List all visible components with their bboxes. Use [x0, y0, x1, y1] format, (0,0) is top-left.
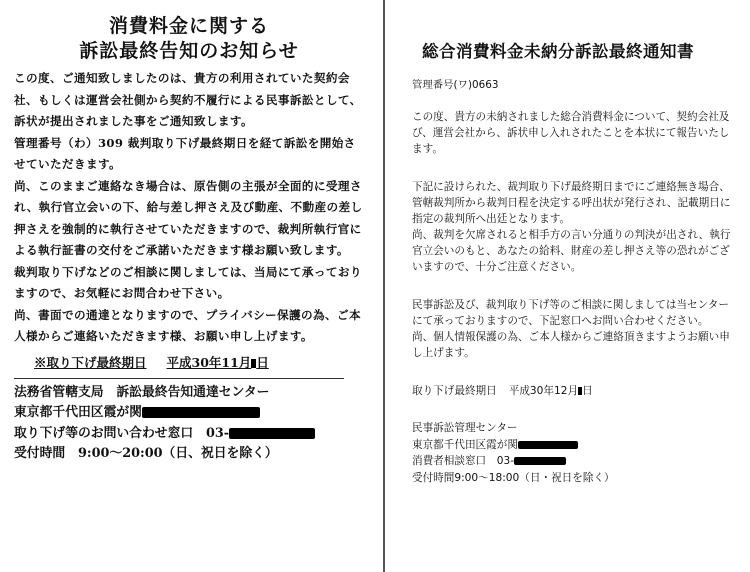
left-contact-address: 東京都千代田区霞が関 — [14, 403, 364, 424]
left-notice — [0, 0, 372, 572]
right-paragraph-2: 下記に設けられた、裁判取り下げ最終期日までにご連絡無き場合、管轄裁判所から裁判日程を決定する呼出状が発行され、記載期日に指定の裁判所へ出廷となります。 — [412, 181, 731, 225]
left-contact-hours: 受付時間 9:00～20:00（日、祝日を除く） — [14, 446, 278, 461]
redacted-phone — [229, 428, 315, 439]
left-paragraph-5: 尚、書面での通達となりますので、プライバシー保護の為、ご本人様からご連絡いただきます様、お願い申し上げます。 — [14, 307, 362, 343]
right-paragraph-4: 民事訴訟及び、裁判取り下げ等のご相談に関しましては当センターにて承っておりますので、下記窓口へお問い合わせください。 — [412, 299, 729, 327]
left-contact-org: 法務省管轄支局 訴訟最終告知通達センター — [14, 384, 270, 400]
right-deadline: 取り下げ最終期日 平成30年12月 日 — [412, 385, 593, 397]
left-deadline — [34, 352, 364, 374]
right-contact-block — [412, 420, 736, 486]
left-contact-block — [14, 383, 364, 465]
right-contact-hours: 受付時間9:00～18:00（日・祝日を除く） — [412, 471, 615, 484]
right-title: 総合消費料金未納分訴訟最終通知書 — [422, 42, 694, 61]
right-contact-phone: 消費者相談窓口 03- — [412, 453, 736, 470]
right-contact-address: 東京都千代田区霞が関 — [412, 437, 736, 454]
left-contact-phone: 取り下げ等のお問い合わせ窓口 03- — [14, 424, 364, 445]
left-title-line2: 訴訟最終告知のお知らせ — [79, 40, 299, 62]
left-paragraph-2: 管理番号（わ）309 裁判取り下げ最終期日を経て訴訟を開始させていただきます。 — [14, 135, 356, 171]
left-paragraph-4: 裁判取り下げなどのご相談に関しましては、当局にて承っておりますので、お気軽にお問合わせ下さい。 — [14, 264, 362, 300]
left-deadline-date: 平成30年11月 日 — [166, 354, 269, 370]
left-separator — [14, 378, 344, 379]
left-paragraph-3: 尚、このままご連絡なき場合は、原告側の主張が全面的に受理され、執行官立会いの下、給与差し押さえ及び動産、不動産の差し押さえを強制的に執行させていただきますので、裁判所執行官による執行証書の交付をご承諾いただきます様お願い致します。 — [14, 178, 363, 257]
redacted-phone — [514, 457, 566, 465]
right-paragraph-1: この度、貴方の未納されました総合消費料金について、契約会社及び、運営会社から、訴状申し入れされたことを本状にて報告いたします。 — [412, 111, 730, 155]
redacted-address — [518, 441, 578, 449]
right-contact-org: 民事訴訟管理センター — [412, 422, 518, 434]
redacted-address — [142, 407, 260, 418]
left-deadline-label: ※取り下げ最終期日 — [34, 354, 147, 370]
right-deadline-date: 平成30年12月 — [508, 385, 579, 397]
right-deadline-label: 取り下げ最終期日 — [412, 385, 497, 397]
right-management-number: 管理番号(ワ)0663 — [412, 79, 499, 91]
right-paragraph-5: 尚、個人情報保護の為、ご本人様からご連絡頂きますようお願い申し上げます。 — [412, 331, 730, 359]
left-title-line1: 消費料金に関する — [108, 15, 269, 37]
left-paragraph-1: この度、ご通知致しましたのは、貴方の利用されていた契約会社、もしくは運営会社側から契約不履行による民事訴訟として、訴状が提出されました事をご通知致します。 — [14, 71, 362, 128]
left-title — [14, 14, 364, 64]
page-divider — [383, 0, 385, 572]
right-notice — [390, 0, 750, 572]
right-paragraph-3: 尚、裁判を欠席されると相手方の言い分通りの判決が出され、執行官立会いのもと、あなたの給料、財産の差し押さえ等の恐れがございますので、十分ご注意ください。 — [412, 229, 731, 273]
